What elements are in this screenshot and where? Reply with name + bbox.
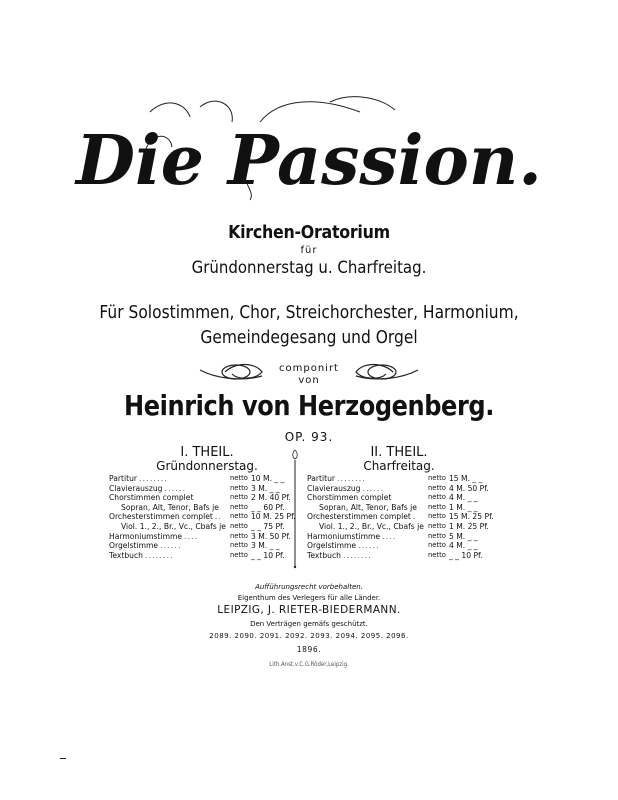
price-item	[307, 532, 426, 542]
lithographer-stamp: Lith.Anst.v.C.G.Röder,Leipzig.	[269, 661, 349, 668]
leader-dots: ..	[214, 512, 223, 522]
price-item-label: Orchesterstimmen complet	[109, 512, 213, 522]
netto-label: netto	[229, 493, 248, 502]
publication-year: 1896.	[296, 645, 322, 654]
leader-dots: .	[412, 512, 417, 522]
part1-heading: I. THEIL.	[180, 445, 234, 460]
price-item	[307, 512, 426, 522]
price-value: 10 M. _ _	[250, 474, 285, 483]
price-item	[109, 503, 228, 513]
composed-label: componirt	[279, 363, 339, 374]
price-value: _ _ 10 Pf.	[448, 550, 483, 560]
price-item	[307, 522, 426, 532]
price-value: 3 M. _ _	[250, 541, 280, 551]
part2-heading: II. THEIL.	[370, 445, 428, 460]
price-value: 3 M. _ _	[250, 483, 280, 493]
price-row	[109, 484, 296, 494]
plate-numbers: 2089. 2090. 2091. 2092. 2093. 2094. 2095. 2096.	[209, 632, 409, 640]
price-item-label: Textbuch	[109, 550, 143, 560]
price-row	[307, 532, 494, 542]
price-item	[307, 474, 426, 484]
netto-label: netto	[229, 531, 248, 540]
netto-label: netto	[427, 512, 446, 521]
price-value: 1 M. _ _	[448, 502, 478, 512]
price-value: 15 M. _ _	[448, 474, 483, 483]
price-item	[307, 493, 426, 503]
price-value: 4 M. _ _	[448, 541, 478, 551]
treaty-notice: Den Verträgen gemäfs geschützt.	[250, 620, 368, 628]
netto-label: netto	[427, 521, 446, 530]
price-value: 2 M. 40 Pf.	[250, 493, 291, 503]
price-item	[109, 551, 228, 561]
price-item-label: Partitur	[307, 474, 336, 483]
price-row	[307, 493, 494, 503]
property-notice: Eigenthum des Verlegers für alle Länder.	[237, 594, 381, 602]
leader-dots: ......	[362, 483, 385, 493]
price-item-label: Orchesterstimmen complet	[307, 512, 411, 522]
price-value: 4 M. _ _	[448, 493, 478, 503]
price-item	[109, 484, 228, 494]
price-item-label: Harmoniumstimme	[109, 531, 183, 541]
price-row	[109, 493, 296, 503]
opus-number: OP. 93.	[284, 430, 334, 444]
price-row	[109, 512, 296, 522]
netto-label: netto	[427, 550, 446, 559]
composer-name: Heinrich von Herzogenberg.	[124, 389, 494, 422]
netto-label: netto	[229, 483, 248, 492]
price-item-label: Chorstimmen complet	[109, 493, 194, 503]
price-row	[307, 512, 494, 522]
price-row	[109, 522, 296, 532]
price-item	[307, 503, 426, 513]
price-row	[307, 522, 494, 532]
price-value: _ _ 60 Pf.	[250, 502, 285, 512]
leader-dots: ....	[184, 531, 199, 541]
part1-price-list	[109, 474, 296, 560]
price-value: 4 M. 50 Pf.	[448, 483, 489, 493]
netto-label: netto	[427, 531, 446, 540]
price-item	[109, 522, 228, 532]
title-lettering	[0, 92, 618, 202]
leader-dots: ........	[337, 474, 366, 483]
title-text: Die Passion.	[76, 121, 542, 201]
netto-label: netto	[229, 512, 248, 521]
leader-dots: ....	[382, 531, 397, 541]
page-title	[0, 92, 618, 202]
occasion-line: Gründonnerstag u. Charfreitag.	[191, 258, 427, 278]
price-item-label: Viol. 1., 2., Br., Vc., Cbafs je	[121, 521, 226, 531]
price-item-label: Textbuch	[307, 550, 341, 560]
part2-subheading: Charfreitag.	[363, 459, 435, 473]
netto-label: netto	[427, 493, 446, 502]
price-value: 10 M. 25 Pf.	[250, 512, 296, 522]
scoring-line-1: Für Solostimmen, Chor, Streichorchester, Harmonium,	[99, 302, 519, 323]
leader-dots: ........	[139, 474, 168, 483]
price-item-label: Clavierauszug	[109, 483, 163, 493]
price-value: _ _ 75 Pf.	[250, 521, 285, 531]
price-item-label: Sopran, Alt, Tenor, Bafs je	[319, 502, 417, 512]
price-row	[307, 474, 494, 484]
price-item	[109, 474, 228, 484]
rights-notice: Aufführungsrecht vorbehalten.	[255, 583, 363, 591]
price-item-label: Orgelstimme	[307, 541, 357, 551]
price-row	[109, 474, 296, 484]
netto-label: netto	[229, 474, 248, 482]
netto-label: netto	[229, 541, 248, 550]
price-item-label: Partitur	[109, 474, 138, 483]
price-row	[109, 532, 296, 542]
for-word: für	[300, 245, 318, 256]
price-row	[307, 484, 494, 494]
price-item	[109, 532, 228, 542]
price-item	[307, 541, 426, 551]
leader-dots: ........	[342, 550, 372, 560]
netto-label: netto	[427, 483, 446, 492]
price-item-label: Chorstimmen complet	[307, 493, 392, 503]
price-row	[307, 541, 494, 551]
netto-label: netto	[229, 521, 248, 530]
price-item	[109, 512, 228, 522]
price-item-label: Clavierauszug	[307, 483, 361, 493]
price-item	[307, 551, 426, 561]
price-item-label: Viol. 1., 2., Br., Vc., Cbafs je	[319, 521, 424, 531]
price-value: 1 M. 25 Pf.	[448, 521, 489, 531]
price-row	[307, 551, 494, 561]
netto-label: netto	[427, 502, 446, 511]
price-row	[109, 541, 296, 551]
price-row	[109, 503, 296, 513]
part2-price-list	[307, 474, 494, 560]
netto-label: netto	[229, 502, 248, 511]
price-value: 3 M. 50 Pf.	[250, 531, 291, 541]
scoring-line-2: Gemeindegesang und Orgel	[200, 327, 418, 348]
price-value: _ _ 10 Pf.	[250, 550, 285, 560]
part1-subheading: Gründonnerstag.	[156, 459, 258, 473]
leader-dots: ......	[160, 541, 182, 551]
price-row	[307, 503, 494, 513]
price-item-label: Harmoniumstimme	[307, 531, 381, 541]
price-item-label: Orgelstimme	[109, 541, 159, 551]
price-value: 5 M. _ _	[448, 531, 478, 541]
leader-dots: ........	[144, 550, 174, 560]
price-item	[109, 541, 228, 551]
leader-dots: ......	[358, 541, 380, 551]
margin-mark	[60, 758, 66, 759]
price-item	[307, 484, 426, 494]
netto-label: netto	[229, 550, 248, 559]
leader-dots: ......	[164, 483, 187, 493]
price-row	[109, 551, 296, 561]
publisher: LEIPZIG, J. RIETER-BIEDERMANN.	[217, 604, 401, 616]
netto-label: netto	[427, 541, 446, 550]
subtitle: Kirchen-Oratorium	[228, 222, 390, 243]
by-label: von	[298, 375, 320, 386]
price-item-label: Sopran, Alt, Tenor, Bafs je	[121, 502, 219, 512]
netto-label: netto	[427, 474, 446, 482]
price-value: 15 M. 25 Pf.	[448, 512, 494, 522]
price-item	[109, 493, 228, 503]
